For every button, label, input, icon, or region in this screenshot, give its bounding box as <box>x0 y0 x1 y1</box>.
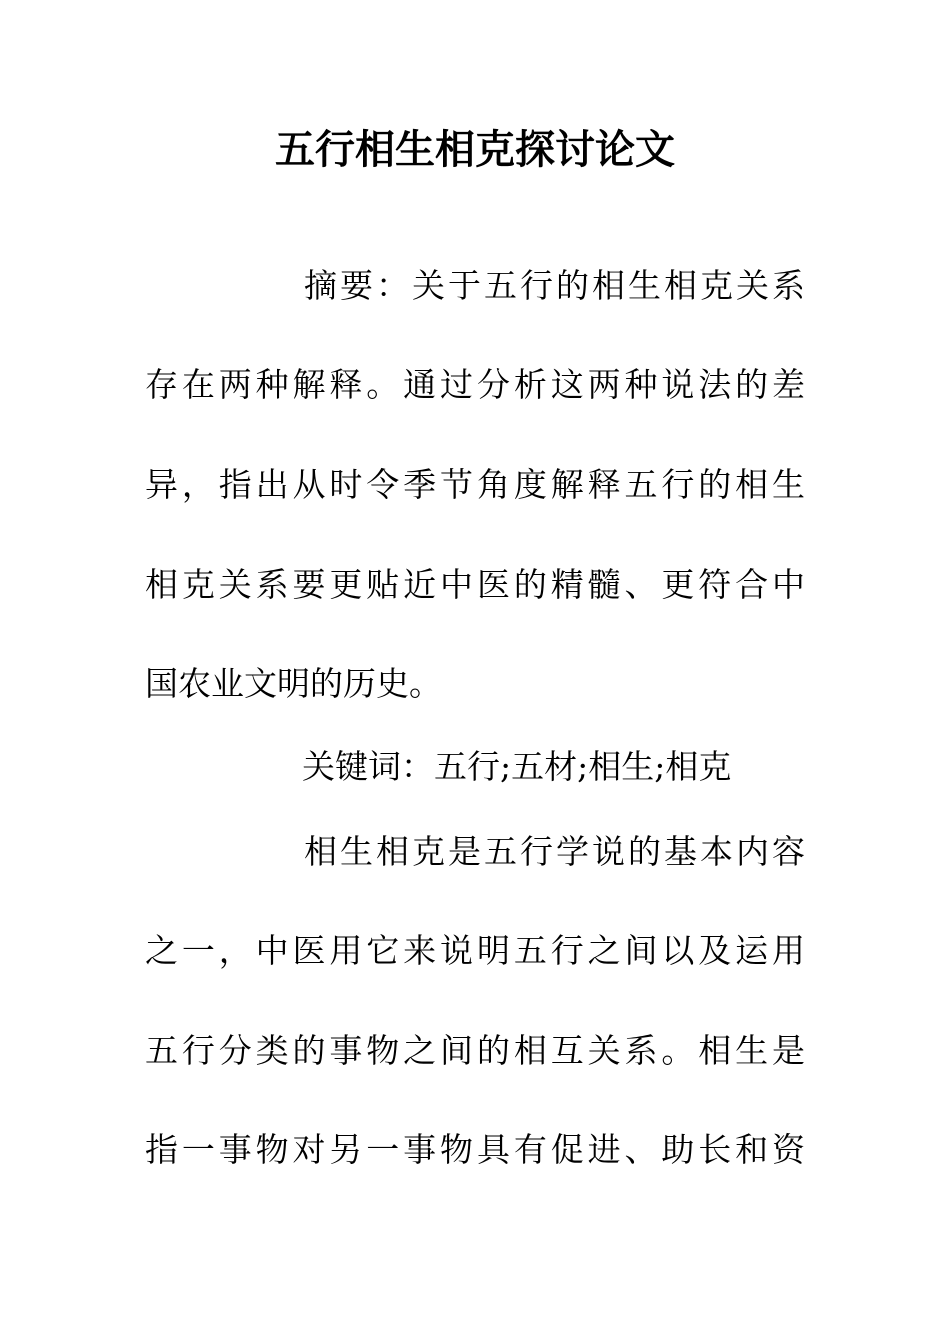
body-line-4: 指一事物对另一事物具有促进、助长和资 <box>145 1130 805 1169</box>
abstract-line-4: 相克关系要更贴近中医的精髓、更符合中 <box>145 565 805 604</box>
body-line-2: 之一，中医用它来说明五行之间以及运用 <box>145 931 805 970</box>
abstract-line-5: 国农业文明的历史。 <box>145 664 442 703</box>
document-title: 五行相生相克探讨论文 <box>275 127 675 173</box>
abstract-line-2: 存在两种解释。通过分析这两种说法的差 <box>145 365 805 404</box>
body-line-3: 五行分类的事物之间的相互关系。相生是 <box>145 1031 805 1070</box>
body-line-1: 相生相克是五行学说的基本内容 <box>304 832 805 871</box>
keywords-line: 关键词：五行;五材;相生;相克 <box>302 747 732 786</box>
abstract-line-3: 异，指出从时令季节角度解释五行的相生 <box>145 465 805 504</box>
abstract-line-1: 摘要：关于五行的相生相克关系 <box>304 266 805 305</box>
